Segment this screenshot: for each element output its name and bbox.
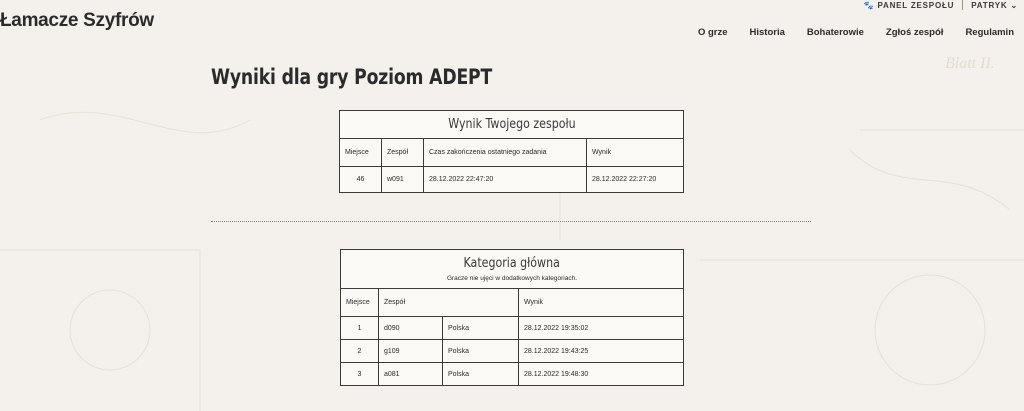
cell-country: Polska	[443, 340, 519, 363]
cell-team: g109	[379, 340, 443, 363]
cell-team: a081	[379, 363, 443, 386]
main-category-table	[340, 249, 684, 386]
team-panel-link[interactable]	[864, 1, 955, 10]
cell-finish-time: 28.12.2022 22:47:20	[424, 167, 587, 193]
user-name: PATRYK	[971, 0, 1008, 10]
nav-item-history[interactable]: Historia	[749, 27, 785, 38]
nav-item-register-team[interactable]: Zgłoś zespół	[885, 27, 944, 38]
table-row	[340, 167, 684, 193]
table-header-row	[340, 139, 684, 167]
column-header: Czas zakończenia ostatniego zadania	[424, 139, 587, 167]
cell-place: 1	[341, 317, 379, 340]
cell-place: 3	[341, 363, 379, 386]
page-title: Wyniki dla gry Poziom ADEPT	[211, 65, 493, 89]
cell-place: 46	[340, 167, 382, 193]
cell-result: 28.12.2022 22:27:20	[587, 167, 684, 193]
topbar-divider	[962, 0, 963, 10]
chevron-down-icon: ⌄	[1010, 0, 1018, 10]
column-header: Zespół	[382, 139, 424, 167]
user-menu[interactable]	[971, 1, 1018, 10]
team-result-title: Wynik Twojego zespołu	[447, 117, 576, 132]
team-result-table	[339, 110, 684, 193]
cell-country: Polska	[443, 317, 519, 340]
table-row	[341, 340, 684, 363]
team-panel-label: PANEL ZESPOŁU	[877, 0, 955, 10]
cell-result: 28.12.2022 19:35:02	[519, 317, 684, 340]
column-header: Wynik	[519, 289, 684, 317]
column-header: Miejsce	[341, 289, 379, 317]
site-logo[interactable]: Łamacze Szyfrów	[0, 10, 154, 31]
main-category-title: Kategoria główna	[463, 256, 561, 271]
column-header: Miejsce	[340, 139, 382, 167]
nav-item-rules[interactable]: Regulamin	[965, 27, 1014, 38]
user-bar	[864, 0, 1018, 10]
nav-item-about[interactable]: O grze	[697, 27, 728, 38]
cell-result: 28.12.2022 19:48:30	[519, 363, 684, 386]
team-result-caption	[340, 111, 684, 139]
column-header: Zespół	[379, 289, 519, 317]
cell-country: Polska	[443, 363, 519, 386]
column-header: Wynik	[587, 139, 684, 167]
cell-team: d090	[379, 317, 443, 340]
table-header-row	[341, 289, 684, 317]
nav-item-heroes[interactable]: Bohaterowie	[806, 27, 864, 38]
cell-place: 2	[341, 340, 379, 363]
svg-text:Blatt II.: Blatt II.	[945, 55, 995, 72]
paw-icon: 🐾	[863, 0, 875, 10]
table-row	[341, 317, 684, 340]
table-row	[341, 363, 684, 386]
cell-team: w091	[382, 167, 424, 193]
main-category-subtitle: Gracze nie ujęci w dodatkowych kategoriach.	[446, 275, 578, 282]
main-category-caption	[341, 250, 684, 289]
section-divider	[211, 221, 811, 222]
main-nav	[698, 27, 1014, 38]
cell-result: 28.12.2022 19:43:25	[519, 340, 684, 363]
